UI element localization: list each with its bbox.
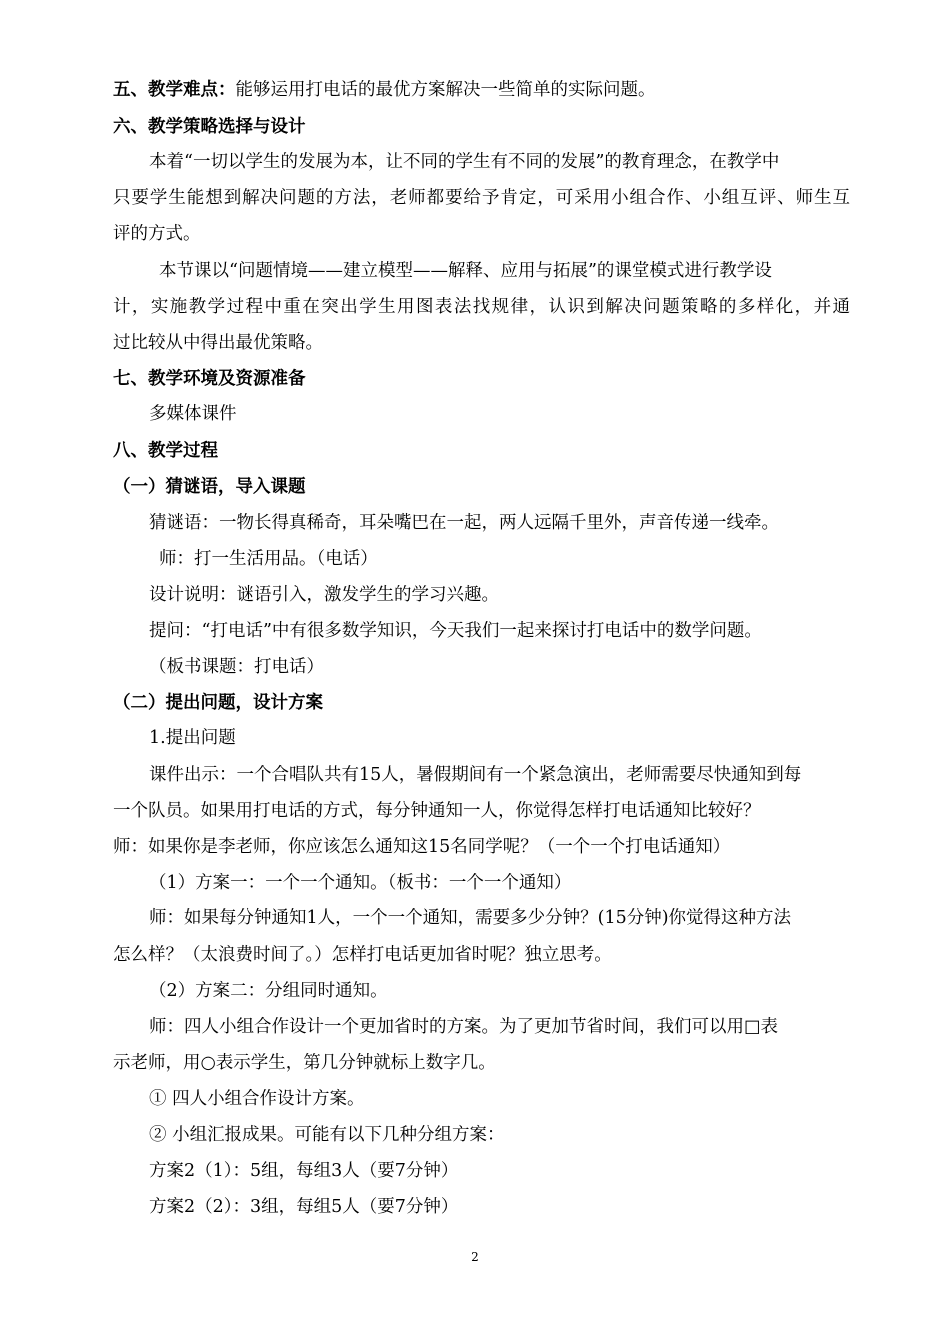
paragraph-line: 评的方式。 — [113, 224, 201, 244]
paragraph-line: ① 四人小组合作设计方案。 — [149, 1089, 365, 1109]
page-number: 2 — [471, 1250, 479, 1264]
paragraph-line: 师：打一生活用品。（电话） — [159, 549, 378, 569]
paragraph-line: （2）方案二：分组同时通知。 — [149, 981, 388, 1001]
paragraph-line: 本节课以“问题情境——建立模型——解释、应用与拓展”的课堂模式进行教学设 — [159, 261, 772, 281]
paragraph-line: 本着“一切以学生的发展为本，让不同的学生有不同的发展”的教育理念，在教学中 — [149, 152, 780, 172]
paragraph-line: 方案2（2）：3组，每组5人（要7分钟） — [149, 1197, 459, 1217]
section-heading: 七、教学环境及资源准备 — [113, 369, 306, 389]
paragraph-line: 猜谜语：一物长得真稀奇，耳朵嘴巴在一起，两人远隔千里外，声音传递一线牵。 — [149, 513, 779, 533]
paragraph-line: （1）方案一：一个一个通知。（板书：一个一个通知） — [149, 873, 572, 893]
paragraph-line: 提问：“打电话”中有很多数学知识，今天我们一起来探讨打电话中的数学问题。 — [149, 621, 762, 641]
paragraph-line: 示老师，用○表示学生，第几分钟就标上数字几。 — [113, 1053, 496, 1073]
section-heading: 八、教学过程 — [113, 441, 218, 461]
paragraph-line: ② 小组汇报成果。可能有以下几种分组方案： — [149, 1125, 505, 1145]
section-heading: 五、教学难点： — [113, 80, 236, 100]
paragraph-line: 只要学生能想到解决问题的方法，老师都要给予肯定，可采用小组合作、小组互评、师生互 — [113, 188, 850, 208]
paragraph-line: 过比较从中得出最优策略。 — [113, 333, 323, 353]
paragraph-line: 课件出示：一个合唱队共有15人，暑假期间有一个紧急演出，老师需要尽快通知到每 — [149, 765, 802, 785]
paragraph-line: 1.提出问题 — [149, 728, 236, 748]
difficulty-line — [113, 78, 656, 102]
paragraph-line: 一个队员。如果用打电话的方式，每分钟通知一人，你觉得怎样打电话通知比较好？ — [113, 801, 761, 821]
subsection-heading: （二）提出问题，设计方案 — [113, 693, 323, 713]
section-heading: 六、教学策略选择与设计 — [113, 117, 306, 137]
paragraph-line: 师：如果每分钟通知1人，一个一个通知，需要多少分钟？(15分钟)你觉得这种方法 — [149, 908, 792, 928]
paragraph-line: 多媒体课件 — [149, 404, 237, 424]
paragraph-line: 设计说明：谜语引入，激发学生的学习兴趣。 — [149, 585, 499, 605]
paragraph-line: （板书课题：打电话） — [149, 657, 324, 677]
subsection-heading: （一）猜谜语，导入课题 — [113, 477, 306, 497]
paragraph-line: 师：如果你是李老师，你应该怎么通知这15名同学呢？（一个一个打电话通知） — [113, 837, 731, 857]
paragraph-line: 计，实施教学过程中重在突出学生用图表法找规律，认识到解决问题策略的多样化，并通 — [113, 297, 850, 317]
paragraph-text: 能够运用打电话的最优方案解决一些简单的实际问题。 — [235, 80, 656, 100]
paragraph-line: 师：四人小组合作设计一个更加省时的方案。为了更加节省时间，我们可以用□表 — [149, 1017, 779, 1037]
paragraph-line: 怎么样？（太浪费时间了。）怎样打电话更加省时呢？独立思考。 — [113, 945, 612, 965]
paragraph-line: 方案2（1）：5组，每组3人（要7分钟） — [149, 1161, 459, 1181]
